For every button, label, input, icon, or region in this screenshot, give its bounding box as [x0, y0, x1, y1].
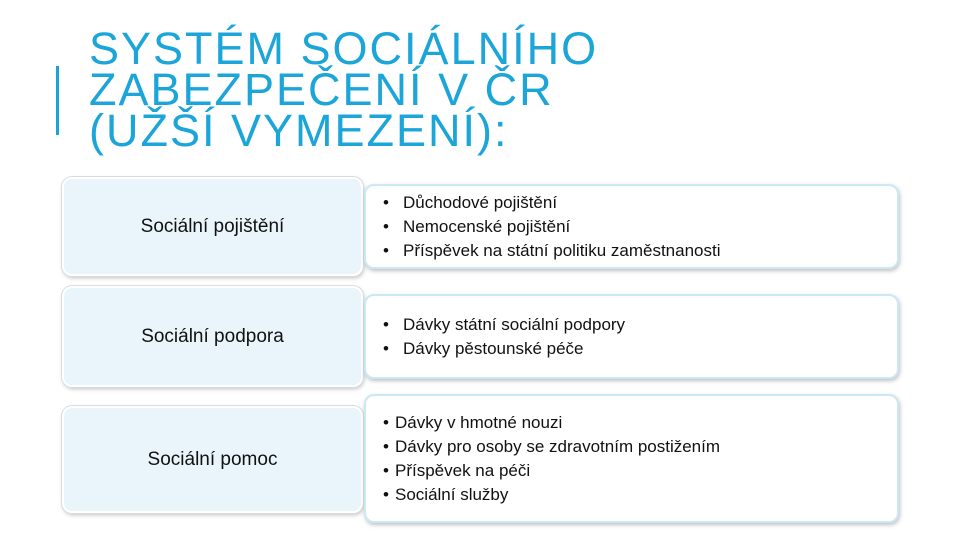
bullet-icon: •: [383, 192, 389, 212]
detail-box: [364, 184, 899, 269]
bullet-icon: •: [383, 412, 389, 432]
category-label: Sociální pojištění: [140, 215, 285, 237]
list-item: • Příspěvek na péči: [383, 459, 897, 483]
bullet-icon: •: [383, 216, 389, 236]
category-box: [62, 177, 363, 276]
title-line-2: ZABEZPEČENÍ V ČR: [89, 64, 554, 115]
category-box: [62, 406, 363, 513]
category-label: Sociální podpora: [141, 325, 284, 347]
bullet-icon: •: [383, 484, 389, 504]
title-line-1: SYSTÉM SOCIÁLNÍHO: [89, 23, 599, 74]
detail-list: [383, 411, 897, 507]
list-item: • Důchodové pojištění: [383, 191, 897, 215]
list-item: • Nemocenské pojištění: [383, 215, 897, 239]
bullet-icon: •: [383, 338, 389, 358]
list-item: • Dávky pěstounské péče: [383, 337, 897, 361]
list-item: • Příspěvek na státní politiku zaměstnanosti: [383, 239, 897, 263]
slide-title: [89, 23, 599, 156]
detail-list: [383, 191, 897, 263]
list-item: • Dávky v hmotné nouzi: [383, 411, 897, 435]
list-item: • Dávky státní sociální podpory: [383, 313, 897, 337]
title-line-3: (UŽŠÍ VYMEZENÍ):: [89, 105, 509, 156]
title-accent-bar: [56, 66, 59, 135]
bullet-icon: •: [383, 436, 389, 456]
detail-box: [364, 394, 899, 523]
bullet-icon: •: [383, 314, 389, 334]
list-item: • Dávky pro osoby se zdravotním postižením: [383, 435, 897, 459]
detail-box: [364, 294, 899, 379]
detail-list: [383, 313, 897, 361]
category-label: Sociální pomoc: [147, 448, 278, 470]
bullet-icon: •: [383, 460, 389, 480]
bullet-icon: •: [383, 240, 389, 260]
list-item: • Sociální služby: [383, 483, 897, 507]
category-box: [62, 286, 363, 387]
